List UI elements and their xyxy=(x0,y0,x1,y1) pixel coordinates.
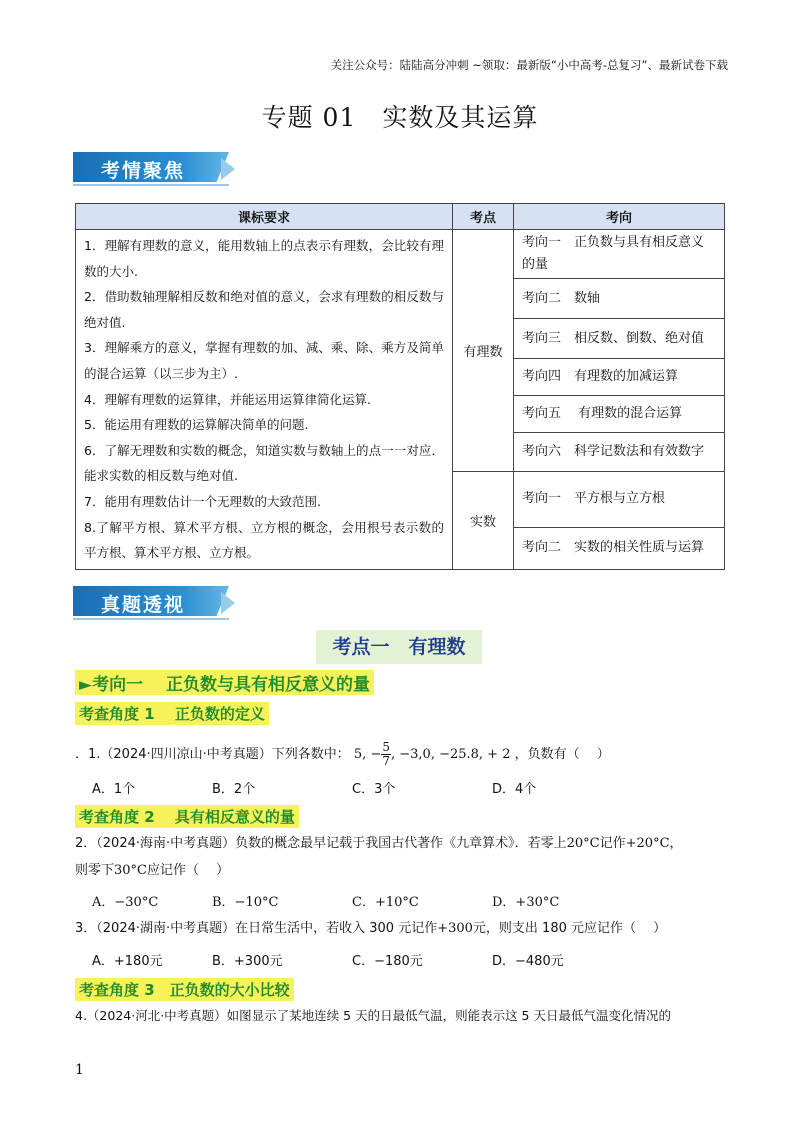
math-expression: , −3,0, −25.8, + 2 xyxy=(390,747,511,762)
requirement-item: 4．理解有理数的运算律，并能运用运算律简化运算. xyxy=(84,391,371,407)
header-note: 关注公众号：陆陆高分冲刺 ~领取：最新版“小中高考-总复习”、最新试卷下载 xyxy=(330,58,728,72)
fraction xyxy=(381,741,391,768)
math-expression: 20°C xyxy=(566,836,600,851)
option-c: C．−180元 xyxy=(352,954,423,969)
question-text: ， xyxy=(669,836,683,851)
point-rational: 有理数 xyxy=(453,230,514,472)
question-2 xyxy=(75,834,735,854)
direction-cell: 考向三 相反数、倒数、绝对值 xyxy=(514,319,725,359)
table-header: 课标要求 xyxy=(76,204,453,230)
question-1 xyxy=(75,741,735,768)
requirement-item: 2．借助数轴理解相反数和绝对值的意义，会求有理数的相反数与绝对值. xyxy=(84,289,444,330)
fraction-denominator: 7 xyxy=(382,754,390,768)
option-b: B．2个 xyxy=(212,782,256,797)
option-a: A．1个 xyxy=(92,782,136,797)
question-2-line2 xyxy=(75,861,735,881)
math-expression: 30°C xyxy=(114,863,148,878)
direction-cell: 考向一 平方根与立方根 xyxy=(514,472,725,528)
table-header: 考点 xyxy=(453,204,514,230)
direction-cell: 考向四 有理数的加减运算 xyxy=(514,359,725,396)
requirement-item: 3．理解乘方的意义，掌握有理数的加、减、乘、除、乘方及简单的混合运算（以三步为主）. xyxy=(84,340,444,381)
math-expression: 5, − xyxy=(353,747,382,762)
option-c: C．3个 xyxy=(352,782,396,797)
direction-cell: 考向六 科学记数法和有效数字 xyxy=(514,433,725,472)
option-a: A．+180元 xyxy=(92,954,163,969)
direction-heading: ►考向一 正负数与具有相反意义的量 xyxy=(75,670,374,695)
math-expression: +20°C xyxy=(625,836,670,851)
question-text: 2．（2024·海南·中考真题）负数的概念最早记载于我国古代著作《九章算术》．若零上 xyxy=(75,836,567,851)
requirement-item: 7．能用有理数估计一个无理数的大致范围. xyxy=(84,493,321,509)
question-text: 3．（2024·湖南·中考真题）在日常生活中，若收入 300 元记作 xyxy=(75,921,438,936)
kaodian-title: 考点一 有理数 xyxy=(316,630,482,664)
requirement-item: 6．了解无理数和实数的概念，知道实数与数轴上的点一一对应．能求实数的相反数与绝对值. xyxy=(84,442,444,484)
question-text: 应记作（ ） xyxy=(147,863,230,878)
section-banner-label: 真题透视 xyxy=(101,594,186,616)
angle-heading: 考查角度 3 正负数的大小比较 xyxy=(75,978,294,1001)
requirements-cell xyxy=(76,230,453,570)
option-d: D．−480元 xyxy=(492,954,564,969)
fraction-numerator: 5 xyxy=(382,740,390,754)
section-banner-label: 考情聚焦 xyxy=(101,160,186,182)
option-c: C．+10°C xyxy=(352,895,419,910)
page-title: 专题 01 实数及其运算 xyxy=(261,103,539,132)
option-a: A．−30°C xyxy=(92,895,159,910)
option-d: D．4个 xyxy=(492,782,537,797)
page-number: 1 xyxy=(75,1062,84,1078)
option-d: D．+30°C xyxy=(492,895,560,910)
question-3 xyxy=(75,919,735,939)
direction-cell: 考向二 数轴 xyxy=(514,279,725,319)
point-real: 实数 xyxy=(453,472,514,570)
question-text: 记作 xyxy=(599,836,626,851)
requirements-table xyxy=(75,203,725,570)
section-banner-zhenti xyxy=(73,582,229,620)
table-header: 考向 xyxy=(514,204,725,230)
direction-cell: 考向五 有理数的混合运算 xyxy=(514,396,725,433)
option-b: B．+300元 xyxy=(212,954,283,969)
math-expression: +300 xyxy=(437,921,473,936)
question-text: 则零下 xyxy=(75,863,115,878)
angle-heading: 考查角度 2 具有相反意义的量 xyxy=(75,805,299,828)
direction-cell: 考向二 实数的相关性质与运算 xyxy=(514,527,725,569)
section-banner-kaoqing xyxy=(73,148,229,186)
question-text: ．1.（2024·四川凉山·中考真题）下列各数中： xyxy=(75,747,350,762)
angle-heading: 考查角度 1 正负数的定义 xyxy=(75,702,269,725)
option-b: B．−10°C xyxy=(212,895,279,910)
requirement-item: 1．理解有理数的意义，能用数轴上的点表示有理数，会比较有理数的大小. xyxy=(84,238,444,279)
question-text: 元，则支出 180 元应记作（ ） xyxy=(472,921,667,936)
question-4: 4.（2024·河北·中考真题）如图显示了某地连续 5 天的日最低气温，则能表示这 5 天日最低气温变化情况的 xyxy=(75,1008,671,1023)
requirement-item: 8.了解平方根、算术平方根、立方根的概念，会用根号表示数的平方根、算术平方根、立方根。 xyxy=(84,519,444,561)
direction-cell: 考向一 正负数与具有相反意义的量 xyxy=(514,230,725,279)
question-text: ，负数有（ ） xyxy=(514,747,610,762)
requirement-item: 5．能运用有理数的运算解决简单的问题. xyxy=(84,417,309,433)
